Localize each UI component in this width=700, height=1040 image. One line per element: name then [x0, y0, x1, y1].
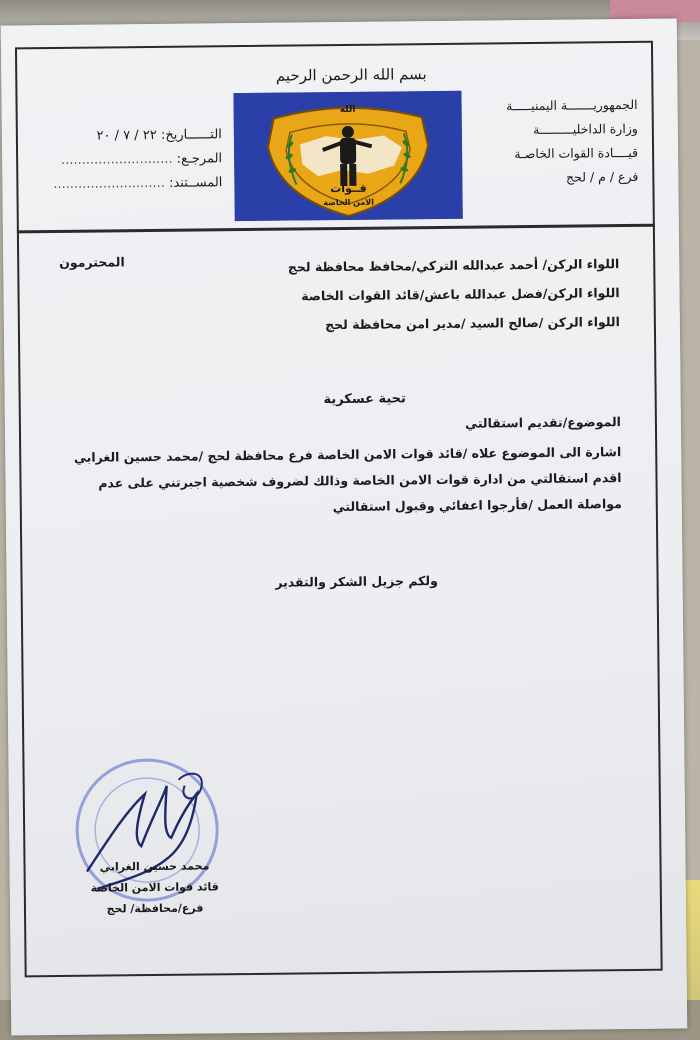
emblem-shield-icon	[233, 91, 462, 221]
subject-line: الموضوع/تقديم استقالتي	[465, 414, 621, 431]
signature-block	[69, 855, 240, 920]
body-line: مواصلة العمل /فأرجوا اعفائي وقبول استقالتي	[332, 496, 622, 515]
emblem-sub-text: الامن الخاصة	[323, 197, 375, 208]
body-line: اشارة الى الموضوع علاه /قائد قوات الامن الخاصة فرع محافظة لحج /محمد حسين الغرابي	[73, 444, 622, 465]
date-value: ٢٢ / ٧ / ٢٠	[96, 127, 157, 144]
reference-line	[32, 147, 222, 173]
letterhead-line: الجمهوريـــــــة اليمنيـــــة	[506, 96, 638, 114]
respected-label: المحترمون	[59, 254, 125, 270]
document-value: ...........................	[53, 175, 165, 193]
letterhead-line: وزارة الداخليـــــــــة	[533, 120, 638, 137]
document-label: المســتند:	[168, 175, 223, 191]
recipient-line: اللواء الركن/فضل عبدالله باعش/قائد القوات الخاصة	[301, 285, 620, 304]
reference-label: المرجـع:	[176, 151, 223, 167]
letter-sheet	[1, 18, 688, 1035]
emblem-main-text: قــوات	[330, 181, 367, 196]
letterhead-left	[32, 123, 223, 197]
letter-body	[61, 439, 622, 523]
recipient-line: اللواء الركن /صالح السيد /مدير امن محافظة لحج	[325, 314, 620, 333]
emblem-logo	[233, 91, 462, 221]
signer-title: قائد قوات الامن الخاصة	[90, 880, 219, 895]
document-line	[32, 171, 222, 197]
greeting: تحية عسكرية	[323, 391, 406, 408]
date-line	[32, 123, 222, 149]
recipients-list	[288, 249, 620, 339]
date-label: التــــــاريخ:	[160, 127, 222, 143]
closing-line: ولكم جزيل الشكر والتقدير	[275, 573, 438, 590]
signer-name: محمد حسين الغرابي	[99, 859, 210, 874]
letterhead-line: قيــــادة القوات الخاصـة	[514, 144, 639, 162]
reference-value: ...........................	[60, 151, 173, 168]
signer-branch: فرع/محافظة/ لحج	[106, 901, 204, 916]
letterhead-right	[506, 93, 638, 190]
letterhead-line: فرع / م / لحج	[565, 168, 639, 185]
emblem-top-text: الله	[339, 104, 356, 116]
basmala: بسم الله الرحمن الرحيم	[275, 65, 427, 85]
recipient-line: اللواء الركن/ أحمد عبدالله التركي/محافظ محافظة لحج	[287, 256, 620, 275]
body-line: اقدم استقالتي من ادارة قوات الامن الخاصة وذالك لضروف شخصية اجبرتني على عدم	[98, 470, 622, 491]
